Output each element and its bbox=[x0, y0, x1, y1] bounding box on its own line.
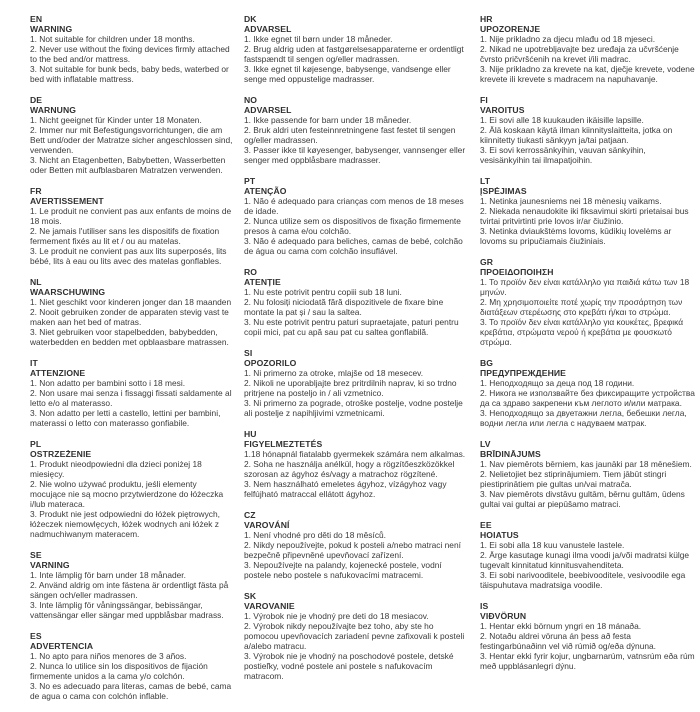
column-middle bbox=[244, 14, 470, 712]
warning-title: ĮSPĖJIMAS bbox=[480, 186, 527, 196]
language-block bbox=[244, 348, 470, 418]
warning-item: 3. Ei sobi narivooditele, beebivooditele, vesivoodile ega täispuhutava madratsiga voodile. bbox=[480, 570, 686, 590]
warning-item: 1. Το προϊόν δεν είναι κατάλληλο για παιδιά κάτω των 18 μηνών. bbox=[480, 277, 690, 297]
warning-item: 3. Inte lämplig för våningssängar, bebissängar, vattensängar eller sängar med uppblåsbar madrass. bbox=[30, 600, 224, 620]
language-code: ES bbox=[30, 631, 42, 641]
language-code: CZ bbox=[244, 510, 256, 520]
warning-item: 3. Hentar ekki fyrir kojur, ungbarnarúm, vatnsrúm eða rúm með uppblásanlegri dýnu. bbox=[480, 651, 695, 671]
warning-title: VAROITUS bbox=[480, 105, 525, 115]
language-block bbox=[480, 95, 696, 165]
language-block bbox=[30, 277, 234, 347]
warning-item: 3. Nu este potrivit pentru paturi supraetajate, paturi pentru copii mici, pat cu apă sau pat cu saltea gonflabilă. bbox=[244, 317, 459, 337]
language-code: DK bbox=[244, 14, 257, 24]
language-code: NL bbox=[30, 277, 42, 287]
warning-item: 1. Nije prikladno za djecu mlađu od 18 mjeseci. bbox=[480, 34, 656, 44]
warning-item: 1. Ni primerno za otroke, mlajše od 18 mesecev. bbox=[244, 368, 424, 378]
warning-title: ADVARSEL bbox=[244, 105, 292, 115]
language-block bbox=[244, 510, 470, 580]
warning-item: 1. Ikke passende for barn under 18 måneder. bbox=[244, 115, 412, 125]
warning-item: 1. Niet geschikt voor kinderen jonger dan 18 maanden bbox=[30, 297, 232, 307]
warning-item: 2. Nelietojiet bez stiprinājumiem. Tiem jābūt stingri piestiprinātiem pie gultas un/vai matrača. bbox=[480, 469, 667, 489]
warning-item: 2. Niekada nenaudokite iki fiksavimui skirti prietaisai bus tvirtai pritvirtinti prie lovos ir/ar čiužinio. bbox=[480, 206, 689, 226]
warning-item: 2. Nikoli ne uporabljajte brez pritrdilnih naprav, ki so trdno pritrjene na posteljo in / ali vzmetnico. bbox=[244, 378, 457, 398]
language-block bbox=[480, 601, 696, 671]
warning-item: 3. Ikke egnet til køjesenge, babysenge, vandsenge eller senge med oppustelige madrasser. bbox=[244, 64, 451, 84]
warning-item: 3. Passer ikke til køyesenger, babysenger, vannsenger eller senger med oppblåsbare madrasser. bbox=[244, 145, 466, 165]
warning-item: 2. Notaðu aldrei vöruna án þess að festa festingarbúnaðinn vel við rúmið og/eða dýnuna. bbox=[480, 631, 656, 651]
warning-item: 2. Älä koskaan käytä ilman kiinnityslaitteita, jotka on kiinnitetty tiukasti sänkyyn ja/tai patjaan. bbox=[480, 125, 673, 145]
warning-item: 3. Nav piemērots divstāvu gultām, bērnu gultām, ūdens gultai vai gultai ar piepūšamo matraci. bbox=[480, 489, 685, 509]
warning-item: 1. Ei sobi alla 18 kuu vanustele lastele. bbox=[480, 540, 625, 550]
warning-item: 2. Nie wolno używać produktu, jeśli elementy mocujące nie są mocno przytwierdzone do łóżeczka i/lub materaca. bbox=[30, 479, 224, 509]
warning-item: 2. Ne jamais l'utiliser sans les dispositifs de fixation fermement fixés au lit et / ou au matelas. bbox=[30, 226, 220, 246]
warning-title: AVERTISSEMENT bbox=[30, 196, 104, 206]
warning-item: 1. Ei sovi alle 18 kuukauden ikäisille lapsille. bbox=[480, 115, 644, 125]
warning-item: 3. Produkt nie jest odpowiedni do łóżek piętrowych, łóżeczek niemowlęcych, łóżek wodnych ani łóżek z nadmuchiwanym materacem. bbox=[30, 509, 220, 539]
language-code: NO bbox=[244, 95, 258, 105]
language-code: EE bbox=[480, 520, 492, 530]
warning-item: 1. Non adatto per bambini sotto i 18 mesi. bbox=[30, 378, 186, 388]
warning-item: 1. Nav piemērots bērniem, kas jaunāki par 18 mēnešiem. bbox=[480, 459, 692, 469]
warning-title: OSTRZEŻENIE bbox=[30, 449, 92, 459]
language-block bbox=[30, 439, 234, 539]
language-code: FR bbox=[30, 186, 42, 196]
warning-item: 2. Nunca utilize sem os dispositivos de fixação firmemente presos à cama e/ou colchão. bbox=[244, 216, 461, 236]
warning-item: 3. Το προϊόν δεν είναι κατάλληλο για κουκέτες, βρεφικά κρεβάτια, στρώματα νερού ή κρεβάτια με φουσκωτό στρώμα. bbox=[480, 317, 684, 347]
language-code: LT bbox=[480, 176, 491, 186]
warning-title: HOIATUS bbox=[480, 530, 519, 540]
warning-item: 1. Není vhodné pro děti do 18 měsíců. bbox=[244, 530, 386, 540]
warning-item: 1. Inte lämplig för barn under 18 månader. bbox=[30, 570, 186, 580]
language-block bbox=[30, 14, 234, 84]
warning-item: 3. Nicht an Etagenbetten, Babybetten, Wasserbetten oder Betten mit aufblasbaren Matratzen verwenden. bbox=[30, 155, 226, 175]
language-code: HU bbox=[244, 429, 257, 439]
language-code: BG bbox=[480, 358, 494, 368]
warning-title: VAROVANIE bbox=[244, 601, 295, 611]
warning-title: FIGYELMEZTETÉS bbox=[244, 439, 323, 449]
warning-item: 1. Неподходящо за деца под 18 години. bbox=[480, 378, 635, 388]
warning-item: 2. Nikdy nepoužívejte, pokud k posteli a/nebo matraci není bezpečně připevněné upevňovací zařízení. bbox=[244, 540, 461, 560]
warning-item: 2. Никога не използвайте без фиксиращите устройства да са здраво закрепени към леглото и/или матрака. bbox=[480, 388, 695, 408]
language-code: IS bbox=[480, 601, 489, 611]
warning-item: 3. Non adatto per letti a castello, lettini per bambini, materassi o letto con materasso gonfiabile. bbox=[30, 408, 221, 428]
language-code: SE bbox=[30, 550, 42, 560]
warning-item: 3. Le produit ne convient pas aux lits superposés, lits bébé, lits à eau ou lits avec des matelas gonflables. bbox=[30, 246, 227, 266]
warning-item: 1. Netinka jaunesniems nei 18 mėnesių vaikams. bbox=[480, 196, 662, 206]
warning-item: 2. Brug aldrig uden at fastgørelsesapparaterne er ordentligt fastspændt til sengen og/eller madrassen. bbox=[244, 44, 464, 64]
warning-item: 1. Não é adequado para crianças com menos de 18 meses de idade. bbox=[244, 196, 464, 216]
language-code: PT bbox=[244, 176, 256, 186]
language-block bbox=[244, 591, 470, 681]
warning-item: 2. Nu folosiți niciodată fără dispozitivele de fixare bine montate la pat și / sau la saltea. bbox=[244, 297, 444, 317]
warning-title: WAARSCHUWING bbox=[30, 287, 106, 297]
warning-item: 2. Non usare mai senza i fissaggi fissati saldamente al letto e/o al materasso. bbox=[30, 388, 232, 408]
warning-item: 2. Nikad ne upotrebljavajte bez uređaja za učvršćenje čvrsto pričvršćenih na krevet i/ili madrac. bbox=[480, 44, 679, 64]
language-code: RO bbox=[244, 267, 258, 277]
warning-title: ΠΡΟΕΙΔΟΠΟΙΗΣΗ bbox=[480, 267, 554, 277]
language-block bbox=[244, 95, 470, 165]
language-code: IT bbox=[30, 358, 38, 368]
warning-item: 3. Não é adequado para beliches, camas de bebé, colchão de água ou cama com colchão insuflável. bbox=[244, 236, 463, 256]
warning-item: 1. Výrobok nie je vhodný pre deti do 18 mesiacov. bbox=[244, 611, 429, 621]
warning-item: 2. Immer nur mit Befestigungsvorrichtungen, die am Bett und/oder der Matratze sicher angeschlossen sind, verwenden. bbox=[30, 125, 233, 155]
column-right bbox=[480, 14, 696, 712]
warning-item: 2. Använd aldrig om inte fästena är ordentligt fästa på sängen och/eller madrassen. bbox=[30, 580, 229, 600]
language-block bbox=[480, 358, 696, 428]
warning-item: 3. Nepoužívejte na palandy, kojenecké postele, vodní postele nebo postele s nafukovacími matracemi. bbox=[244, 560, 442, 580]
warning-item: 3. Not suitable for bunk beds, baby beds, waterbed or bed with inflatable mattress. bbox=[30, 64, 229, 84]
warning-item: 3. Nije prikladno za krevete na kat, dječje krevete, vodene krevete ili krevete s madracem na napuhavanje. bbox=[480, 64, 695, 84]
language-code: GR bbox=[480, 257, 494, 267]
language-block bbox=[30, 95, 234, 175]
language-block bbox=[30, 631, 234, 701]
warning-item: 1.18 hónapnál fiatalabb gyermekek számára nem alkalmas. bbox=[244, 449, 466, 459]
warning-item: 2. Μη χρησιμοποιείτε ποτέ χωρίς την προσάρτηση των διατάξεων στερέωσης στο κρεβάτι ή/και το στρώμα. bbox=[480, 297, 683, 317]
warning-title: ADVARSEL bbox=[244, 24, 292, 34]
warning-item: 3. Ei sovi kerrossänkyihin, vauvan sänkyihin, vesisänkyihin tai ilmapatjoihin. bbox=[480, 145, 646, 165]
language-code: SK bbox=[244, 591, 257, 601]
language-block bbox=[244, 176, 470, 256]
language-code: DE bbox=[30, 95, 43, 105]
warning-item: 3. Неподходящо за двуетажни легла, бебешки легла, водни легла или легла с надуваем матрак. bbox=[480, 408, 687, 428]
warning-title: OPOZORILO bbox=[244, 358, 297, 368]
warning-item: 1. Le produit ne convient pas aux enfants de moins de 18 mois. bbox=[30, 206, 232, 226]
language-code: FI bbox=[480, 95, 488, 105]
language-code: HR bbox=[480, 14, 493, 24]
language-block bbox=[480, 439, 696, 509]
warning-title: WARNUNG bbox=[30, 105, 77, 115]
language-code: SI bbox=[244, 348, 253, 358]
warning-item: 1. Produkt nieodpowiedni dla dzieci poniżej 18 miesięcy. bbox=[30, 459, 202, 479]
warning-item: 3. Výrobok nie je vhodný na poschodové postele, detské postieľky, vodné postele ani postele s nafukovacím matracom. bbox=[244, 651, 454, 681]
language-block bbox=[480, 14, 696, 84]
warning-item: 1. No apto para niños menores de 3 años. bbox=[30, 651, 187, 661]
warning-item: 3. Niet gebruiken voor stapelbedden, babybedden, waterbedden en bedden met opblaasbare matrassen. bbox=[30, 327, 229, 347]
warning-title: VAROVÁNÍ bbox=[244, 520, 290, 530]
warning-title: VARNING bbox=[30, 560, 70, 570]
warning-title: UPOZORENJE bbox=[480, 24, 541, 34]
warning-item: 2. Soha ne használja anélkül, hogy a rögzítőeszközökkel szorosan az ágyhoz és/vagy a matrachoz rögzítené. bbox=[244, 459, 455, 479]
warning-item: 2. Nunca lo utilice sin los dispositivos de fijación firmemente unidos a la cama y/o colchón. bbox=[30, 661, 208, 681]
warning-title: ATENȚIE bbox=[244, 277, 281, 287]
warning-item: 2. Nooit gebruiken zonder de apparaten stevig vast te maken aan het bed of matras. bbox=[30, 307, 229, 327]
language-block bbox=[30, 186, 234, 266]
warning-item: 1. Not suitable for children under 18 months. bbox=[30, 34, 195, 44]
warning-title: WARNING bbox=[30, 24, 73, 34]
warning-item: 1. Nu este potrivit pentru copiii sub 18 luni. bbox=[244, 287, 402, 297]
language-code: EN bbox=[30, 14, 43, 24]
warning-title: ADVERTENCIA bbox=[30, 641, 94, 651]
language-code: LV bbox=[480, 439, 491, 449]
warning-title: ATENÇÃO bbox=[244, 186, 287, 196]
warning-item: 2. Bruk aldri uten festeinnretningene fast festet til sengen og/eller madrassen. bbox=[244, 125, 456, 145]
language-block bbox=[244, 267, 470, 337]
language-block bbox=[244, 429, 470, 499]
column-left bbox=[30, 14, 234, 712]
warning-item: 3. Netinka dviaukštėms lovoms, kūdikių lovelėms ar lovoms su pripučiamais čiužiniais. bbox=[480, 226, 672, 246]
warning-item: 3. Nem használható emeletes ágyhoz, vízágyhoz vagy felfújható matraccal ellátott ágyhoz. bbox=[244, 479, 447, 499]
language-block bbox=[480, 257, 696, 347]
language-block bbox=[244, 14, 470, 84]
warning-item: 2. Ärge kasutage kunagi ilma voodi ja/või madratsi külge tugevalt kinnitatud kinnitusvahenditeta. bbox=[480, 550, 690, 570]
warning-item: 3. Ni primerno za pograde, otroške postelje, vodne postelje ali postelje z napihljivimi vzmetnicami. bbox=[244, 398, 463, 418]
warning-title: VIÐVÖRUN bbox=[480, 611, 527, 621]
warning-item: 1. Ikke egnet til børn under 18 måneder. bbox=[244, 34, 393, 44]
warning-item: 3. No es adecuado para literas, camas de bebé, cama de agua o cama con colchón inflable. bbox=[30, 681, 232, 701]
language-block bbox=[30, 550, 234, 620]
language-code: PL bbox=[30, 439, 42, 449]
language-block bbox=[480, 520, 696, 590]
language-block bbox=[480, 176, 696, 246]
language-block bbox=[30, 358, 234, 428]
warning-item: 1. Hentar ekki börnum yngri en 18 mánaða. bbox=[480, 621, 642, 631]
warning-item: 2. Výrobok nikdy nepoužívajte bez toho, aby ste ho pomocou upevňovacích zariadení pevne zafixovali k posteli a/alebo matracu. bbox=[244, 621, 465, 651]
warning-item: 2. Never use without the fixing devices firmly attached to the bed and/or mattress. bbox=[30, 44, 230, 64]
warning-title: ATTENZIONE bbox=[30, 368, 86, 378]
warning-item: 1. Nicht geeignet für Kinder unter 18 Monaten. bbox=[30, 115, 202, 125]
warning-title: BRĪDINĀJUMS bbox=[480, 449, 541, 459]
warning-title: ПРЕДУПРЕЖДЕНИЕ bbox=[480, 368, 566, 378]
